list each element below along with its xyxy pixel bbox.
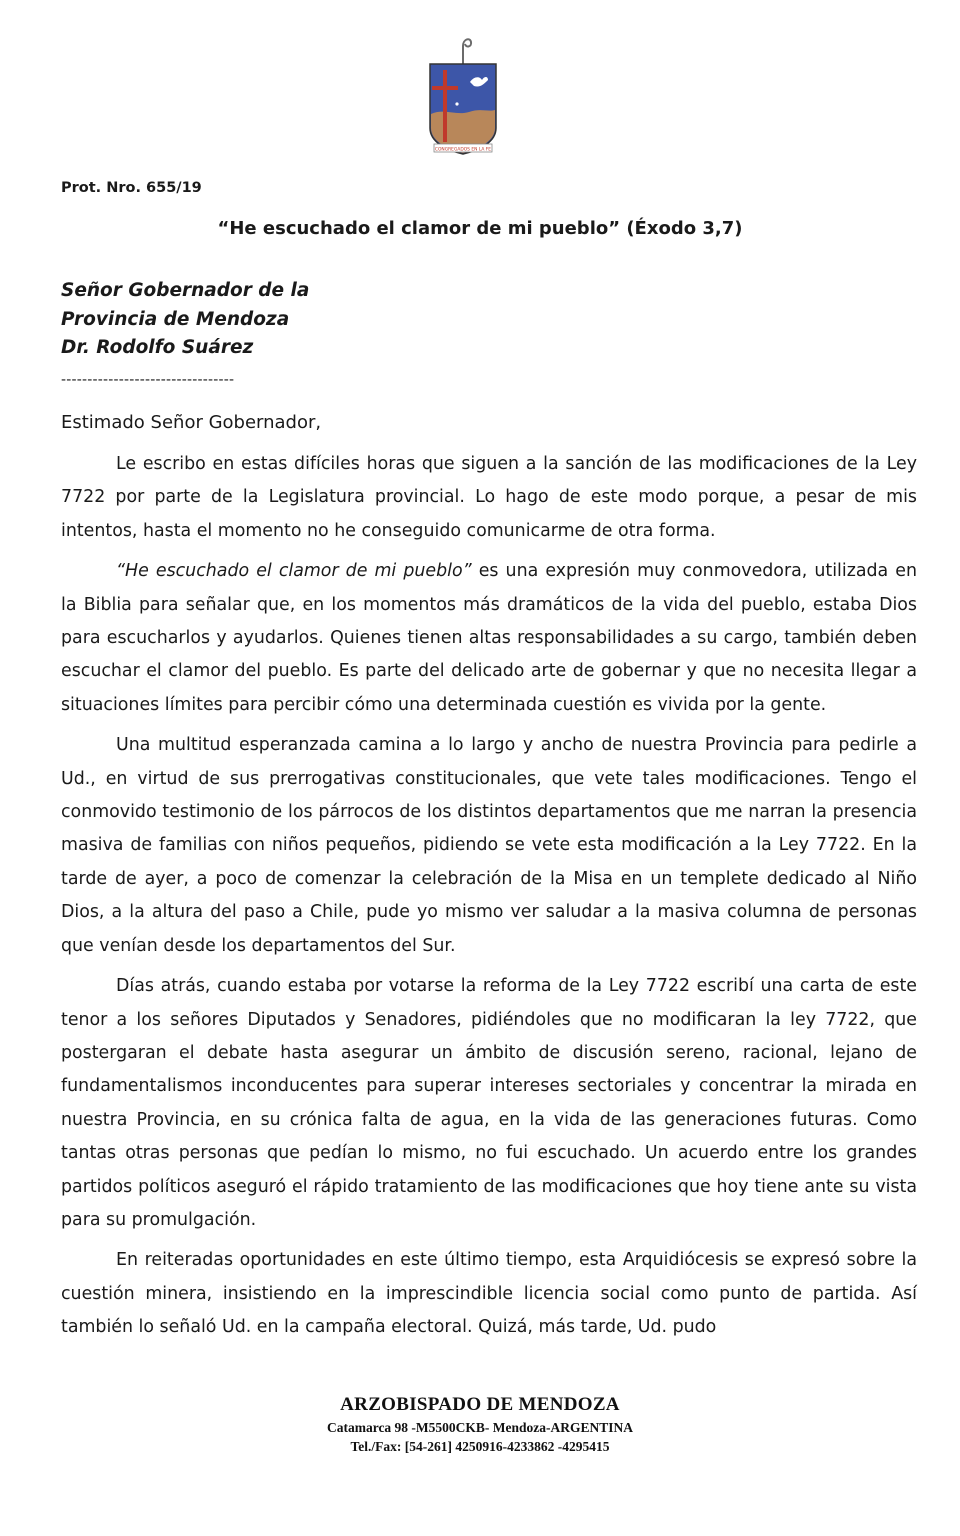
letter-body xyxy=(61,448,917,1352)
crest-motto: CONGREGADOS EN LA FE xyxy=(434,147,492,153)
paragraph-3: Una multitud esperanzada camina a lo largo y ancho de nuestra Provincia para pedirle a Ud., en virtud de sus prerrogativas constitucionales, que vete tales modificaciones. Tengo el conmovido testimonio de los párrocos de los distintos departamentos que me narran la presencia masiva de familias con niños pequeños, pidiendo se vete esta modificación a la Ley 7722. En la tarde de ayer, a poco de comenzar la celebración de la Misa en un templete dedicado al Niño Dios, a la altura del paso a Chile, pude yo mismo ver saludar a la masiva columna de personas que venían desde los departamentos del Sur. xyxy=(61,735,917,956)
epigraph-quote: “He escuchado el clamor de mi pueblo” (Éxodo 3,7) xyxy=(217,218,743,239)
addressee-block xyxy=(61,277,309,363)
addressee-line-3: Dr. Rodolfo Suárez xyxy=(61,337,254,358)
paragraph-4: Días atrás, cuando estaba por votarse la reforma de la Ley 7722 escribí una carta de este tenor a los señores Diputados y Senadores, pidiéndoles que no modificaran la ley 7722, que postergaran el debate hasta asegurar un ámbito de discusión sereno, racional, lejano de fundamentalismos inconducentes para superar intereses sectoriales y concentrar la mirada en nuestra Provincia, en su crónica falta de agua, en la vida de las generaciones futuras. Como tantas otras personas que pedían lo mismo, no fui escuchado. Un acuerdo entre los grandes partidos políticos aseguró el rápido tratamiento de las modificaciones que hoy tiene ante su vista para su promulgación. xyxy=(61,976,917,1230)
footer-address: Catamarca 98 -M5500CKB- Mendoza-ARGENTINA xyxy=(326,1420,634,1435)
footer-organization: ARZOBISPADO DE MENDOZA xyxy=(340,1394,620,1415)
separator-line: --------------------------------- xyxy=(61,372,235,388)
letterhead-footer xyxy=(0,1392,960,1456)
salutation: Estimado Señor Gobernador, xyxy=(61,412,322,433)
paragraph-2-text: es una expresión muy conmovedora, utilizada en la Biblia para señalar que, en los momentos más dramáticos de la vida del pueblo, estaba Dios para escucharlos y ayudarlos. Quienes tienen altas responsabilidades a su cargo, también deben escuchar el clamor del pueblo. Es parte del delicado arte de gobernar y que no necesita llegar a situaciones límites para percibir cómo una determinada cuestión es vivida por la gente. xyxy=(61,561,917,715)
paragraph-2 xyxy=(61,555,917,722)
paragraph-2-quote: “He escuchado el clamor de mi pueblo” xyxy=(116,561,472,582)
paragraph-5: En reiteradas oportunidades en este último tiempo, esta Arquidiócesis se expresó sobre la cuestión minera, insistiendo en la imprescindible licencia social como punto de partida. Así también lo señaló Ud. en la campaña electoral. Quizá, más tarde, Ud. pudo xyxy=(61,1250,917,1338)
addressee-line-2: Provincia de Mendoza xyxy=(61,308,290,330)
protocol-number: Prot. Nro. 655/19 xyxy=(61,180,202,196)
archdiocese-coat-of-arms-icon xyxy=(424,36,502,158)
paragraph-1: Le escribo en estas difíciles horas que siguen a la sanción de las modificaciones de la Ley 7722 por parte de la Legislatura provincial. Lo hago de este modo porque, a pesar de mis intentos, hasta el momento no he conseguido comunicarme de otra forma. xyxy=(61,454,917,541)
footer-phone: Tel./Fax: [54-261] 4250916-4233862 -4295415 xyxy=(350,1439,610,1454)
addressee-line-1: Señor Gobernador de la xyxy=(61,280,310,301)
